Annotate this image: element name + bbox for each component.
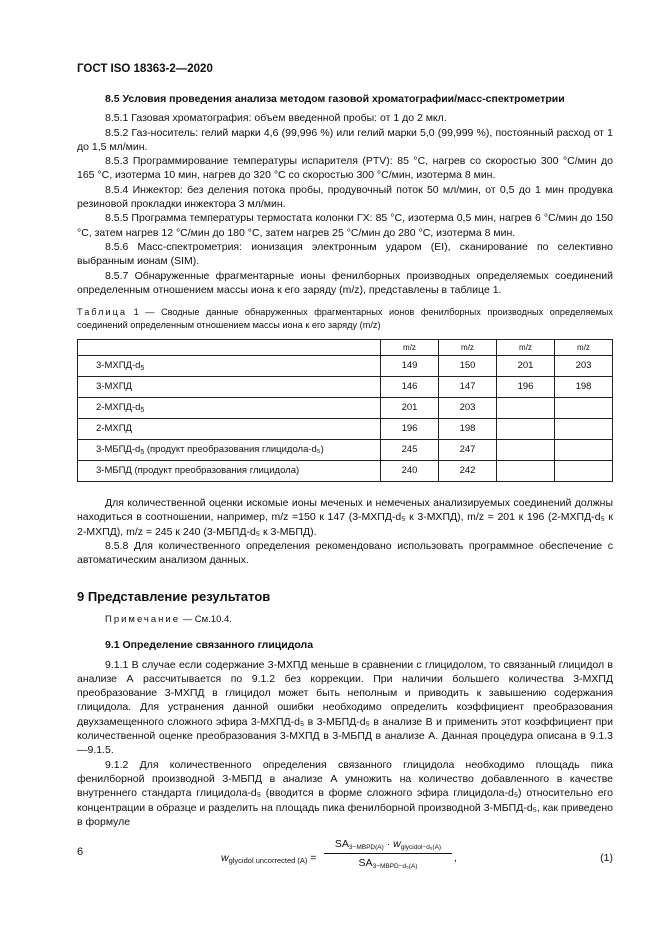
mz-value: 203 <box>439 398 497 419</box>
table-header-row <box>78 340 613 356</box>
table-caption <box>77 306 613 331</box>
paragraph-8-5-4: 8.5.4 Инжектор: без деления потока пробы, продувочный поток 50 мл/мин, от 0,5 до 1 мин продувка резиновой прокладки инжектора 3 мл/мин. <box>77 183 613 211</box>
table-row <box>78 377 613 398</box>
section-8-5-title: 8.5 Условия проведения анализа методом газовой хроматографии/масс-спектрометрии <box>105 93 565 105</box>
mz-value <box>555 398 613 419</box>
note-label: Примечание <box>105 613 180 625</box>
paragraph-9-1-2: 9.1.2 Для количественного определения связанного глицидола необходимо площадь пика фенилборной производной 3-МБПД в анализе А умножить на количество добавленного в качестве внутреннего стандарта глицидола-d₅ (вводится в форме сложного эфира глицидола-d₅) относительно его концентрации в образце и разделить на площадь пика фенилборной производной 3-МБПД-d₅, как приведено в формуле <box>77 758 613 828</box>
section-9-1-title: 9.1 Определение связанного глицидола <box>105 639 314 652</box>
mz-value <box>555 419 613 440</box>
formula-comma: , <box>454 852 457 865</box>
mz-value: 242 <box>439 461 497 482</box>
formula-lhs: $w_{glycidol uncorrected (A)}$ = <box>221 852 317 866</box>
mz-value <box>555 440 613 461</box>
formula-numerator: $SA_{3-MBPD(A)} \cdot w_{glycidol-d_5(A)}$ <box>324 837 452 854</box>
mz-value <box>497 440 555 461</box>
compound-name: $2-МХПД-d_5$ <box>78 398 381 419</box>
formula-fraction <box>324 837 452 871</box>
compound-name: $3-МБПД-d_5$ (продукт преобразования глицидола-d₅) <box>78 440 381 461</box>
mz-value: 149 <box>381 356 439 377</box>
mz-value: 196 <box>381 419 439 440</box>
paragraph-8-5-2: 8.5.2 Газ-носитель: гелий марки 4,6 (99,996 %) или гелий марки 5,0 (99,999 %), постоянный расход от 1 до 1,5 мл/мин. <box>77 126 613 153</box>
table-header-cell: m/z <box>497 340 555 356</box>
table-header-cell: m/z <box>381 340 439 356</box>
table-row <box>78 461 613 482</box>
mz-value: 203 <box>555 356 613 377</box>
mz-value: 196 <box>497 377 555 398</box>
formula-1 <box>77 837 613 889</box>
paragraph-8-5-3: 8.5.3 Программирование температуры испарителя (PTV): 85 °C, нагрев со скоростью 300 °C/мин до 165 °C, изотерма 10 мин, нагрев до 320 °C со скоростью 300 °C/мин, изотерма 8 мин. <box>77 155 613 182</box>
mz-value: 201 <box>497 356 555 377</box>
page-number: 6 <box>77 846 84 858</box>
paragraph-8-5-1: 8.5.1 Газовая хроматография: объем введенной пробы: от 1 до 2 мкл. <box>105 112 447 125</box>
table-row <box>78 419 613 440</box>
mz-value <box>497 398 555 419</box>
paragraph-8-5-7: 8.5.7 Обнаруженные фрагментарные ионы фенилборных производных определяемых соединений определенным отношением массы иона к его заряду (m/z), представлены в таблице 1. <box>77 269 613 296</box>
mz-value: 245 <box>381 440 439 461</box>
note <box>105 613 613 627</box>
formula-number: (1) <box>600 852 613 865</box>
paragraph-quant-ratio: Для количественной оценки искомые ионы меченых и немеченых анализируемых соединений должны находиться в соотношении, например, m/z =150 к 147 (3-МХПД-d₅ к 3-МХПД), m/z = 201 к 196 (2-МХПД-d₅ к 2-МХПД), m/z = 245 к 240 (3-МБПД-d₅ к 3-МБПД). <box>77 497 613 538</box>
mz-value <box>497 461 555 482</box>
note-text: — См.10.4. <box>180 613 232 625</box>
mz-value: 150 <box>439 356 497 377</box>
paragraph-8-5-5: 8.5.5 Программа температуры термостата колонки ГХ: 85 °C, изотерма 0,5 мин, нагрев 6 °C/мин до 150 °C, затем нагрев 12 °C/мин до 180 °C, затем нагрев 25 °C/мин до 280 °C, изотерма 8 мин. <box>77 212 613 239</box>
mz-value: 247 <box>439 440 497 461</box>
table-row <box>78 398 613 419</box>
table-caption-label: Таблица <box>77 307 128 318</box>
paragraph-8-5-8: 8.5.8 Для количественного определения рекомендовано использовать программное обеспечение с автоматическим анализом данных. <box>77 540 613 567</box>
compound-name: 3-МБПД (продукт преобразования глицидола) <box>78 461 381 482</box>
page-body <box>77 92 613 889</box>
mz-value: 201 <box>381 398 439 419</box>
compound-name: $3-МХПД-d_5$ <box>78 356 381 377</box>
mz-value: 146 <box>381 377 439 398</box>
mz-value: 240 <box>381 461 439 482</box>
mz-value <box>555 461 613 482</box>
table-row <box>78 356 613 377</box>
compound-name: 2-МХПД <box>78 419 381 440</box>
table-caption-text: 1 — Сводные данные обнаруженных фрагментарных ионов фенилборных производных определяемых соединений определенным отношением массы иона к его заряду (m/z) <box>77 307 613 330</box>
formula-denominator: $SA_{3-MBPD-d_5(A)}$ <box>358 857 418 871</box>
mz-value: 147 <box>439 377 497 398</box>
table-header-cell <box>78 340 381 356</box>
mz-value <box>497 419 555 440</box>
paragraph-8-5-6: 8.5.6 Масс-спектрометрия: ионизация электронным ударом (EI), сканирование по селективно выбранным ионам (SIM). <box>77 240 613 268</box>
section-9-title: 9 Представление результатов <box>77 588 271 604</box>
table-header-cell: m/z <box>439 340 497 356</box>
mz-table <box>77 339 613 482</box>
compound-name: 3-МХПД <box>78 377 381 398</box>
mz-value: 198 <box>555 377 613 398</box>
document-header: ГОСТ ISO 18363-2—2020 <box>77 63 213 75</box>
table-row <box>78 440 613 461</box>
paragraph-9-1-1: 9.1.1 В случае если содержание 3-МХПД меньше в сравнении с глицидолом, то связанный глицидол в анализе А рассчитывается по 9.1.2 без коррекции. При наличии большего количества 3-МХПД преобразование 3-МХПД в глицидол может быть неполным и приводить к завышению содержания глицидола. Для устранения данной ошибки необходимо определить коэффициент преобразования двухзамещенного сложного эфира 3-МХПД-d₅ в 3-МБПД-d₅ в анализе В и применить этот коэффициент при количественной оценке преобразования 3-МХПД в 3-МБПД в анализе А. Данная процедура описана в 9.1.3—9.1.5. <box>77 658 613 757</box>
mz-value: 198 <box>439 419 497 440</box>
table-header-cell: m/z <box>555 340 613 356</box>
